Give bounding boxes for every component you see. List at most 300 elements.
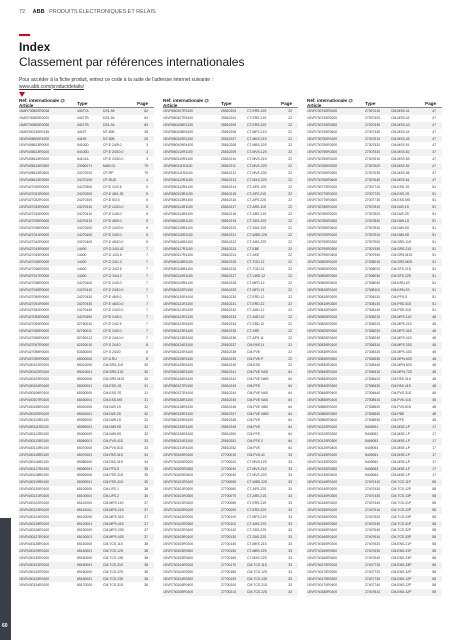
cell-ref[interactable]: 1SVR740130R0200 [307,459,338,464]
cell-article: 27700170 [221,562,237,567]
cell-ref[interactable]: 1SVR730780R0400 [307,225,338,230]
cell-ref[interactable]: 1SVR405600R1000 [19,136,50,141]
cell-ref[interactable]: 1SVR550118R1100 [163,260,193,265]
cell-ref[interactable]: 1SVR550123R4100 [163,335,194,340]
cell-ref[interactable]: 1SVR730820R0200 [307,322,338,327]
cell-article: 63030000 [77,349,93,354]
cell-ref[interactable]: 1SVR730780R0200 [307,212,338,217]
cell-ref[interactable]: 1SVR430132R0100 [19,569,50,574]
cell-page: 32 [144,432,148,437]
cell-type: CM-PVE NAS [247,397,269,402]
cell-ref[interactable]: 1SVR550115R1100 [163,219,193,223]
cell-page: 47 [432,143,436,148]
cell-ref[interactable]: 1SVR430114R0100 [19,445,49,450]
cell-ref[interactable]: 1SVR740120R0200 [307,432,338,437]
cell-ref[interactable]: 1SVR430128R0100 [19,542,50,547]
cell-ref[interactable]: 1SVR430108R0100 [19,404,50,409]
cell-ref[interactable]: 1SVR730100R0300 [163,466,194,471]
cell-ref[interactable]: 1SVR550108R4100 [163,129,194,134]
accent-rule [19,34,30,36]
cell-ref[interactable]: 1SVR730820R0300 [307,329,338,333]
cell-ref[interactable]: 1SVR730850R0300 [307,411,338,416]
cell-ref[interactable]: 1SVR550124R1100 [163,342,193,347]
cell-ref[interactable]: 1SVR430130R0100 [19,555,50,560]
cell-ref[interactable]: 1SVR550120R4100 [163,294,194,299]
cell-ref[interactable]: 1SVR730750R0200 [307,143,338,148]
cell-ref[interactable]: 1SVR550113R4100 [163,198,193,203]
cell-ref[interactable]: 1SVR430124R0100 [19,514,50,519]
cell-ref[interactable]: 1SVR550130R1100 [163,425,193,430]
cell-ref[interactable]: 1SVR730104R0400 [163,583,194,588]
cell-ref[interactable]: 1SVR730810R0400 [307,308,338,313]
cell-type: CT-MKS.21S [247,542,267,547]
cell-ref[interactable]: 1SVR430104R0100 [19,384,50,388]
cell-ref[interactable]: 1SVR730101R0200 [163,487,194,492]
table-row [307,129,442,136]
cell-ref[interactable]: 1SVR730760R0100 [307,157,338,162]
cell-page: 47 [432,177,436,182]
cell-type: CP-E 24/5.0 [103,212,122,217]
cell-page: 22 [288,109,292,113]
cell-page: 38 [144,555,148,560]
table-row [307,555,442,562]
cell-ref[interactable]: 1SVR430111R0100 [19,425,49,430]
cell-type: CM-ESS.MS [391,198,411,203]
table-row [307,431,442,438]
cell-ref[interactable]: 1SVR427049R0000 [19,287,50,292]
cell-ref[interactable]: 1SVR730104R0100 [163,562,194,567]
cell-ref[interactable]: 1SVR730840R0400 [307,390,338,395]
cell-ref[interactable]: 1SVR740170R0100 [307,562,338,567]
cell-page: 37 [144,507,148,512]
cell-ref[interactable]: 1SVR740160R0400 [307,555,338,560]
cell-ref[interactable]: 1SVR730850R0400 [307,418,338,423]
cell-ref[interactable]: 1SVR430109R0100 [19,411,50,416]
table-row [307,136,442,143]
cell-ref[interactable]: 1SVR730850R0100 [307,397,338,402]
cell-ref[interactable]: 1SVR430121R0100 [19,494,50,498]
cell-ref[interactable]: 1SVR550116R1100 [163,232,193,237]
cell-ref[interactable]: 1SVR730100R0100 [163,452,194,457]
table-row [19,417,154,424]
cell-ref[interactable]: 1SVR730820R0100 [307,315,338,320]
cell-ref[interactable]: 1SVR730102R0100 [163,507,194,512]
cell-ref[interactable]: 1SVR550108R1100 [163,122,193,127]
cell-ref[interactable]: 1SVR730840R0200 [307,377,338,382]
cell-type: CT-AHS.22S [247,239,267,244]
cell-ref[interactable]: 1SVR550125R1100 [163,356,193,361]
cell-ref[interactable]: 1SVR730104R0200 [163,569,194,574]
cell-ref[interactable]: 1SVR550122R1100 [163,315,193,320]
cell-ref[interactable]: 1SVR730780R0300 [307,219,338,223]
cell-page: 7 [146,274,148,278]
cell-ref[interactable]: 1SVR430107R0100 [19,397,50,402]
cell-article: 65060000 [77,432,93,437]
cell-ref[interactable]: 1SVR430131R0100 [19,562,50,567]
cell-type: CM-KRN.2S [391,287,410,292]
cell-ref[interactable]: 1SVR740170R0400 [307,583,338,588]
cell-ref[interactable]: 1SVR740160R0200 [307,542,338,547]
cell-ref[interactable]: 1SVR730800R0100 [307,260,338,265]
cell-ref[interactable]: 1SVR427035R0000 [19,219,50,223]
cell-ref[interactable]: 1SVR550122R4100 [163,322,194,327]
cell-ref[interactable]: 1SVR740120R0100 [307,425,338,430]
cell-ref[interactable]: 1SVR430133R0100 [19,576,50,581]
cell-ref[interactable]: 1SVR730101R0400 [163,500,194,505]
cell-ref[interactable]: 1SVR430115R0100 [19,452,49,457]
cell-page: 64 [288,390,292,395]
cell-article: 27307620 [365,164,381,168]
cell-page: 17 [432,439,436,443]
cell-ref[interactable]: 1SVR730740R0400 [307,129,338,134]
cell-ref[interactable]: 1SVR730820R0400 [307,335,338,340]
cell-page: 22 [288,253,292,258]
cell-ref[interactable]: 1SVR740130R0100 [307,452,338,457]
cell-ref[interactable]: 1SVR550109R4100 [163,143,194,148]
cell-ref[interactable]: 1SVR730102R0300 [163,521,194,526]
cell-ref[interactable]: 1SVR405613R0100 [19,150,50,155]
cell-ref[interactable]: 1SVR550126R1100 [163,370,193,375]
cell-ref[interactable]: 1SVR730760R0300 [307,170,338,175]
table-row [163,149,298,156]
cell-ref[interactable]: 1SVR427033R0000 [19,205,50,210]
cell-page: 58 [432,576,436,581]
cell-ref[interactable]: 1SVR427043R0000 [19,246,50,251]
cell-ref[interactable]: 1SVR730760R0400 [307,177,338,182]
cell-ref[interactable]: 1SVR405613R0200 [19,157,50,162]
table-row [307,362,442,369]
cell-ref[interactable]: 1SVR427052R0000 [19,308,50,313]
cell-ref[interactable]: 1SVR740130R0400 [307,473,338,478]
cell-ref[interactable]: 1SVR550129R1100 [163,411,193,416]
cell-type: CP-E 48/1.25 [103,191,124,196]
table-row [163,397,298,404]
cell-ref[interactable]: 1SVR430110R0100 [19,418,49,423]
cell-ref[interactable]: 1SVR430118R0100 [19,473,49,478]
cell-ref[interactable]: 1SVR427058R0000 [19,349,50,354]
table-row [163,376,298,383]
brand-logo: ABB [32,9,45,15]
cell-ref[interactable]: 1SVR550109R1100 [163,136,193,141]
cell-ref[interactable]: 1SVR550116R4100 [163,239,193,244]
table-row [19,170,154,177]
cell-ref[interactable]: 1SVR730102R0200 [163,514,194,519]
cell-ref[interactable]: 1SVR550117R1100 [163,246,193,251]
cell-ref[interactable]: 1SVR430119R0100 [19,480,49,485]
cell-ref[interactable]: 1SVR427034R0000 [19,212,50,217]
cell-ref[interactable]: 1SVR550124R4100 [163,349,194,354]
cell-article: 24270300 [77,184,93,189]
cell-ref[interactable]: 1SVR550114R1100 [163,205,193,210]
cell-ref[interactable]: 1SAR700820R0020 [19,115,50,120]
cell-page: 22 [288,301,292,306]
table-row [307,390,442,397]
cell-ref[interactable]: 1SVR550121R4100 [163,308,194,313]
cell-ref[interactable]: 1SVR550127R4100 [163,390,194,395]
cell-ref[interactable]: 1SAR330130R0135 [19,129,50,134]
cell-ref[interactable]: 1SVR427047R0000 [19,274,50,278]
cell-ref[interactable]: 1SVR730830R0300 [307,356,338,361]
cell-ref[interactable]: 1SVR740120R0300 [307,439,338,443]
cell-type: DS1-94 [103,109,115,113]
cell-ref[interactable]: 1SVR550107R1100 [163,109,193,113]
cell-type: CM-TCS.23P [391,514,412,519]
cell-type: CM-MPS.43S [391,349,412,354]
cell-ref[interactable]: 1SVR730740R0100 [307,109,338,113]
cell-ref[interactable]: 1SVR430127R0100 [19,535,50,540]
cell-ref[interactable]: 1SVR730740R0200 [307,115,338,120]
cell-page: 17 [432,425,436,430]
table-row [163,404,298,411]
cell-ref[interactable]: 1SVR730750R0300 [307,150,338,155]
cell-ref[interactable]: 1SVR405613R0300 [19,164,50,168]
cell-ref[interactable]: 1SVR550120R1100 [163,287,193,292]
cell-ref[interactable]: 1SVR740140R0300 [307,494,338,498]
cell-ref[interactable]: 1SVR730104R0300 [163,576,194,581]
cell-ref[interactable]: 1SVR430123R0100 [19,507,50,512]
cell-ref[interactable]: 1SVR740180R0100 [307,590,338,595]
cell-type: CT-MFD.21 [247,287,265,292]
cell-ref[interactable]: 1SVR427030R0000 [19,184,50,189]
cell-ref[interactable]: 1SVR430120R0100 [19,487,50,492]
cell-page: 51 [432,253,436,258]
cell-ref[interactable]: 1SVR730800R0200 [307,267,338,272]
cell-ref[interactable]: 1SVR427055R0000 [19,329,50,333]
table-row [163,273,298,280]
cell-ref[interactable]: 1SVR430102R0100 [19,370,50,375]
cell-ref[interactable]: 1SVR550117R4100 [163,253,193,258]
table-row [163,466,298,473]
cell-ref[interactable]: 1SAR700820R0018 [19,109,50,113]
cell-ref[interactable]: 1SVR730103R0100 [163,535,194,540]
cell-ref[interactable]: 1SVR730760R0200 [307,164,338,168]
cell-article: 25510220 [221,225,237,230]
cell-ref[interactable]: 1SVR430125R0100 [19,521,50,526]
cell-ref[interactable]: 1SVR550121R1100 [163,301,193,306]
cell-ref[interactable]: 1SVR740120R0400 [307,445,338,450]
cell-ref[interactable]: 1SVR730830R0400 [307,363,338,368]
cell-article: 65100000 [77,487,93,492]
table-row [163,534,298,541]
cell-ref[interactable]: 1SVR740150R0100 [307,507,338,512]
cell-article: 65130000 [77,528,93,533]
cell-ref[interactable]: 1SVR550131R1100 [163,439,193,443]
table-row [163,445,298,452]
cell-ref[interactable]: 1SVR430122R0100 [19,500,50,505]
cell-ref[interactable]: 1SVR550112R4100 [163,184,193,189]
cell-ref[interactable]: 1SVR430117R0100 [19,466,49,471]
cell-ref[interactable]: 1SVR730830R0100 [307,342,338,347]
cell-ref[interactable]: 1SVR550113R1100 [163,191,193,196]
cell-ref[interactable]: 1SVR740150R0200 [307,514,338,519]
cell-article: 25510236 [221,335,237,340]
cell-ref[interactable]: 1SVR550107R4100 [163,115,194,120]
cell-ref[interactable]: 1SVR427056R0000 [19,335,50,340]
cell-ref[interactable]: 1SVR427051R0000 [19,301,50,306]
cell-ref[interactable]: 1SVR427041R0000 [19,232,50,237]
cell-type: CT-APS.22S [247,487,267,492]
cell-ref[interactable]: 1SVR730100R0400 [163,473,194,478]
cell-type: CM-MSS.55 [391,170,410,175]
cell-ref[interactable]: 1SVR740130R0300 [307,466,338,471]
cell-ref[interactable]: 1SVR430116R0100 [19,459,49,464]
cell-ref[interactable]: 1SVR730790R0100 [307,232,338,237]
cell-page: 48 [432,390,436,395]
cell-ref[interactable]: 1SVR550119R1100 [163,274,193,278]
cell-ref[interactable]: 1SVR730770R0300 [307,198,338,203]
cell-ref[interactable]: 1SVR427031R0000 [19,191,50,196]
cell-ref[interactable]: 1SVR550128R4100 [163,404,194,409]
cell-ref[interactable]: 1SVR550127R1100 [163,384,193,388]
cell-ref[interactable]: 1SVR427053R0000 [19,315,50,320]
cell-ref[interactable]: 1SVR430106R0100 [19,390,50,395]
cell-ref[interactable]: 1SVR730770R0200 [307,191,338,196]
cell-ref[interactable]: 1SVR730790R0300 [307,246,338,251]
cell-ref[interactable]: 1SVR427045R0000 [19,260,50,265]
cell-ref[interactable]: 1SVR730840R0300 [307,384,338,388]
cell-ref[interactable]: 1SVR730101R0100 [163,480,194,485]
cell-ref[interactable]: 1SVR740170R0300 [307,576,338,581]
table-row [163,287,298,294]
cell-ref[interactable]: 1SVR550112R1100 [163,177,193,182]
cell-ref[interactable]: 1SVR430134R0100 [19,583,50,588]
cell-ref[interactable]: 1SVR740160R0300 [307,549,338,553]
cell-ref[interactable]: 1SVR550123R1100 [163,329,193,333]
cell-ref[interactable]: 1SVR550130R4100 [163,432,194,437]
cell-page: 51 [432,260,436,265]
cell-ref[interactable]: 1SVR427048R0000 [19,280,50,285]
cell-ref[interactable]: 1SVR550128R1100 [163,397,193,402]
cell-ref[interactable]: 1SVR405613R0000 [19,143,50,148]
cell-ref[interactable]: 1SVR730103R0300 [163,549,194,553]
cell-article: 27308540 [365,418,381,423]
cell-ref[interactable]: 1SVR550118R4100 [163,267,193,272]
cell-ref[interactable]: 1SVR405613R3000 [19,177,50,182]
cell-ref[interactable]: 1SVR740160R0100 [307,535,338,540]
cell-page: 28 [144,129,148,134]
cell-article: 14400 [77,260,87,265]
cell-type: CP-D 24/1.3 [103,260,122,265]
cell-ref[interactable]: 1SVR430126R0100 [19,528,50,533]
cell-ref[interactable]: 1SVR550129R4100 [163,418,194,423]
cell-page: 7 [146,280,148,285]
cell-ref[interactable]: 1SVR430112R0100 [19,432,49,437]
cell-ref[interactable]: 1SVR730800R0400 [307,280,338,285]
cell-ref[interactable]: 1SVR427050R0000 [19,294,50,299]
cell-ref[interactable]: 1SVR730800R0300 [307,274,338,278]
cell-ref[interactable]: 1SAR700820R0030 [19,122,50,127]
cell-ref[interactable]: 1SVR740150R0300 [307,521,338,526]
cell-type: CM-MSE-LP [391,425,411,430]
cell-type: CM-IWS.1S [391,205,409,210]
cell-ref[interactable]: 1SVR550110R4100 [163,157,193,162]
cell-page: 7 [146,308,148,313]
cell-article: 27700060 [221,487,237,492]
cell-ref[interactable]: 1SVR740170R0200 [307,569,338,574]
cell-type: CT-MFS.21S [247,129,267,134]
cell-ref[interactable]: 1SVR730103R0400 [163,555,194,560]
cell-ref[interactable]: 1SVR730790R0400 [307,253,338,258]
cell-page: 7 [146,287,148,292]
cell-ref[interactable]: 1SVR405613R0400 [19,170,50,175]
cell-ref[interactable]: 1SVR427036R0000 [19,225,50,230]
cell-ref[interactable]: 1SVR730750R0100 [307,136,338,141]
product-details-link[interactable]: www.abb.com/productdetails/ [19,83,85,90]
cell-ref[interactable]: 1SVR730101R0300 [163,494,194,498]
cell-ref[interactable]: 1SVR550111R4100 [163,170,193,175]
cell-ref[interactable]: 1SVR427044R0000 [19,253,50,258]
cell-ref[interactable]: 1SVR550126R4100 [163,377,194,382]
cell-ref[interactable]: 1SVR740140R0200 [307,487,338,492]
cell-ref[interactable]: 1SVR730840R0100 [307,370,338,375]
cell-ref[interactable]: 1SVR730830R0200 [307,349,338,354]
cell-ref[interactable]: 1SVR730780R0100 [307,205,338,210]
cell-ref[interactable]: 1SVR427042R0000 [19,239,50,244]
cell-ref[interactable]: 1SVR430129R0100 [19,549,50,553]
cell-ref[interactable]: 1SVR730103R0200 [163,542,194,547]
cell-ref[interactable]: 1SVR730102R0400 [163,528,194,533]
cell-article: 25510213 [221,177,237,182]
cell-ref[interactable]: 1SVR730810R0200 [307,294,338,299]
cell-article: 27700020 [221,459,237,464]
cell-ref[interactable]: 1SVR730810R0300 [307,301,338,306]
cell-page: 22 [288,322,292,327]
cell-type: CM-MPS.11S [391,315,412,320]
cell-ref[interactable]: 1SVR427032R0100 [19,198,50,203]
table-row [19,163,154,170]
cell-ref[interactable]: 1SVR550111R1100 [163,164,193,168]
cell-ref[interactable]: 1SVR730770R0100 [307,184,338,189]
cell-ref[interactable]: 1SVR730790R0200 [307,239,338,244]
cell-ref[interactable]: 1SVR550110R1100 [163,150,193,155]
cell-ref[interactable]: 1SVR550125R4100 [163,363,194,368]
table-body [163,108,298,596]
cell-ref[interactable]: 1SVR550114R4100 [163,212,193,217]
table-row [19,541,154,548]
cell-ref[interactable]: 1SVR740150R0400 [307,528,338,533]
cell-ref[interactable]: 1SVR427059R0000 [19,356,50,361]
cell-ref[interactable]: 1SVR740140R0100 [307,480,338,485]
cell-article: 24270310 [77,205,93,210]
cell-ref[interactable]: 1SVR550119R4100 [163,280,193,285]
cell-ref[interactable]: 1SVR730850R0200 [307,404,338,409]
cell-article: 65020000 [77,377,93,382]
cell-article: 27308040 [365,280,381,285]
cell-ref[interactable]: 1SVR730810R0100 [307,287,338,292]
table-row [163,177,298,184]
cell-article: 25510223 [221,246,237,251]
cell-ref[interactable]: 1SVR730100R0200 [163,459,194,464]
cell-page: 5 [146,212,148,217]
cell-ref[interactable]: 1SVR730740R0300 [307,122,338,127]
cell-ref[interactable]: 1SVR430101R0100 [19,363,50,368]
cell-ref[interactable]: 1SVR730105R0100 [163,590,194,595]
cell-ref[interactable]: 1SVR427054R0000 [19,322,50,327]
table-row [307,411,442,418]
cell-page: 31 [144,390,148,395]
cell-ref[interactable]: 1SVR430103R0100 [19,377,50,382]
cell-ref[interactable]: 1SVR427046R0100 [19,267,50,272]
cell-article: 27407720 [365,569,381,574]
index-column-2 [163,99,298,596]
cell-ref[interactable]: 1SVR550131R4100 [163,445,194,450]
page-number: 72 [19,9,26,15]
cell-ref[interactable]: 1SVR740140R0400 [307,500,338,505]
cell-type: CT-AKE [247,253,260,258]
cell-ref[interactable]: 1SVR430113R0100 [19,439,49,443]
cell-ref[interactable]: 1SVR550115R4100 [163,225,193,230]
cell-ref[interactable]: 1SVR427057R0000 [19,342,50,347]
